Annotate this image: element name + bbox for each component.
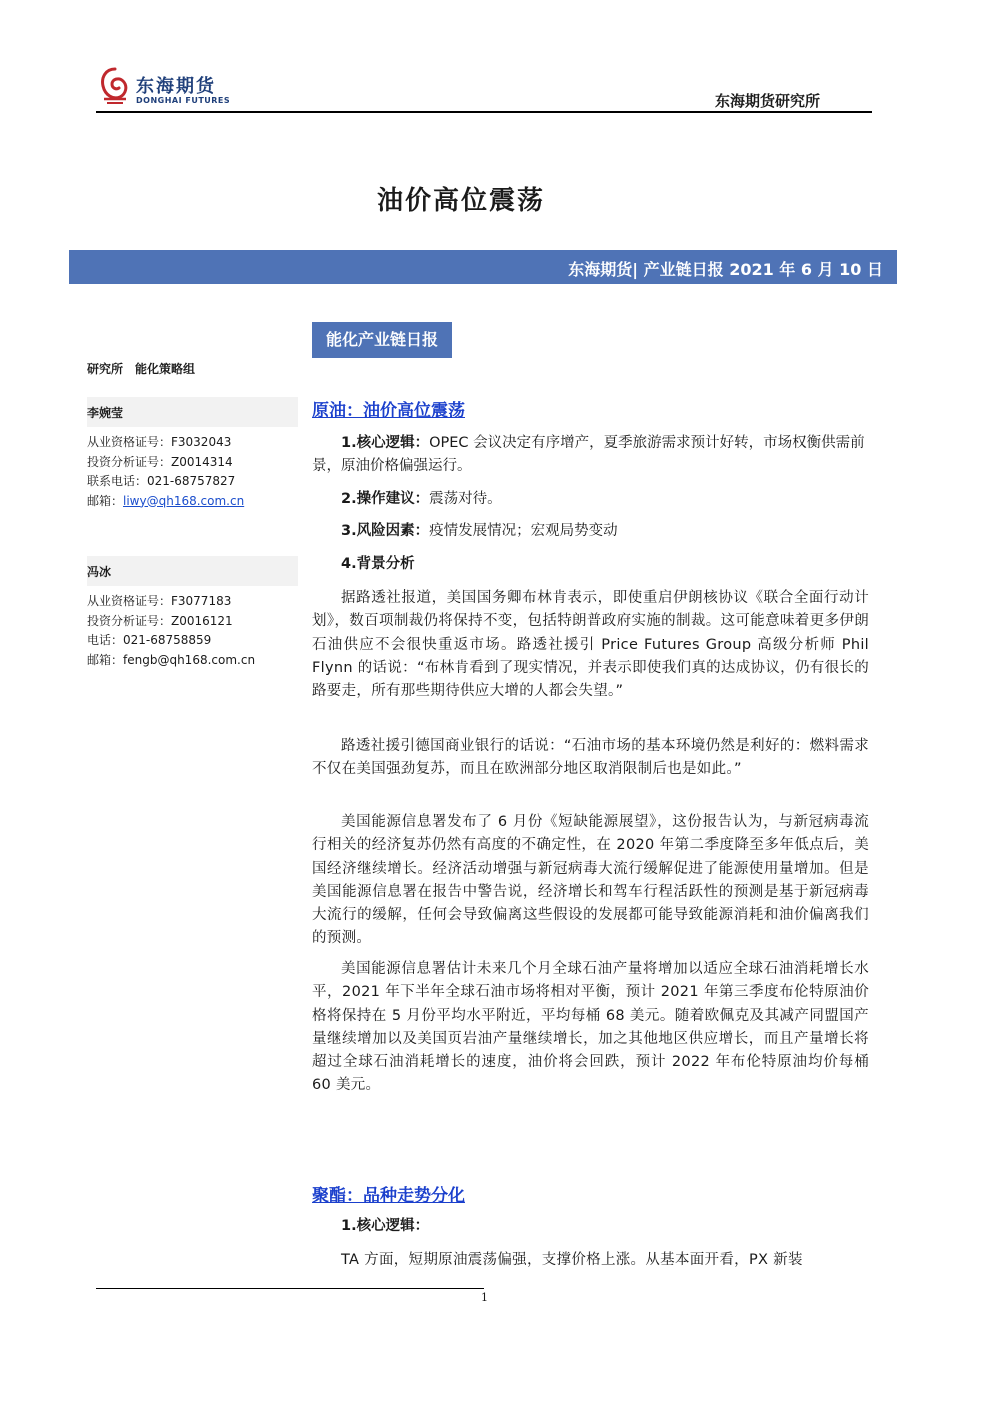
analyst-contact: [87, 433, 298, 511]
phone-number: 电话：021-68758859: [87, 633, 212, 647]
logic-text: OPEC 会议决定有序增产，夏季旅游需求预计好转，市场权衡供需前景，原油价格偏强运行。: [312, 435, 865, 475]
polyester-heading[interactable]: 聚酯：品种走势分化: [312, 1186, 465, 1206]
analyst-name: 李婉莹: [87, 406, 124, 420]
page-number: 1: [481, 1291, 488, 1304]
risk-label: 3.风险因素：: [341, 523, 430, 539]
header-divider: [96, 111, 872, 113]
risk-text: 疫情发展情况；宏观局势变动: [429, 523, 618, 539]
email-label: 邮箱：: [87, 652, 124, 667]
research-team: 研究所 能化策略组: [87, 362, 196, 376]
analyst-name-box: [87, 556, 298, 586]
crude-heading[interactable]: 原油：油价高位震荡: [312, 401, 465, 421]
background-paragraph: 美国能源信息署发布了 6 月份《短缺能源展望》，这份报告认为，与新冠病毒流行相关的经济复苏仍然有高度的不确定性，在 2020 年第二季度降至多年低点后，美国经济继续增长。经济活动增强与新冠病毒大流行缓解促进了能源使用量增加。但是美国能源信息署在报告中警告说，经济增长和驾车行程活跃性的预测是基于新冠病毒大流行的缓解，任何会导致偏离这些假设的发展都可能导致能源消耗和油价偏离我们的预测。: [312, 814, 869, 947]
investment-analysis-number: 投资分析证号：Z0014314: [87, 454, 233, 469]
report-title: 油价高位震荡: [376, 186, 545, 216]
email-text: fengb@qh168.com.cn: [123, 652, 256, 667]
investment-analysis-number: 投资分析证号：Z0016121: [87, 613, 233, 628]
advice-text: 震荡对待。: [429, 491, 502, 507]
crude-logic: [312, 432, 869, 479]
section-tag: 能化产业链日报: [312, 322, 452, 358]
dragon-logo-icon: [98, 66, 132, 106]
crude-advice: [312, 488, 869, 511]
email-line: [87, 651, 298, 671]
background-paragraph: 美国能源信息署估计未来几个月全球石油产量将增加以适应全球石油消耗增长水平，2021 年下半年全球石油市场将相对平衡，预计 2021 年第三季度布伦特原油价格将保持在 5 月份平均水平附近，平均每桶 68 美元。随着欧佩克及其减产同盟国产量继续增加以及美国页岩油产量继续增长，加之其他地区供应增长，而且产量增长将超过全球石油消耗增长的速度，油价将会回跌，预计 2022 年布伦特原油均价每桶 60 美元。: [312, 961, 869, 1094]
header-institute: 东海期货研究所: [714, 92, 820, 110]
advice-label: 2.操作建议：: [341, 491, 430, 507]
company-logo: [98, 66, 238, 110]
analyst-name: 冯冰: [87, 565, 112, 579]
report-banner: [69, 250, 897, 284]
email-link[interactable]: liwy@qh168.com.cn: [123, 493, 245, 508]
polyester-logic-label: 1.核心逻辑：: [341, 1218, 430, 1234]
background-paragraph: 路透社援引德国商业银行的话说：“石油市场的基本环境仍然是利好的：燃料需求不仅在美国强劲复苏，而且在欧洲部分地区取消限制后也是如此。”: [312, 738, 869, 778]
email-line: [87, 492, 298, 512]
footer-divider: [96, 1288, 484, 1289]
logo-chinese-name: 东海期货: [136, 76, 216, 97]
banner-text: 东海期货| 产业链日报 2021 年 6 月 10 日: [568, 260, 883, 279]
logo-english-name: DONGHAI FUTURES: [136, 96, 231, 105]
logic-label: 1.核心逻辑：: [341, 435, 430, 451]
analyst-name-box: [87, 397, 298, 427]
phone-number: 联系电话：021-68757827: [87, 474, 236, 488]
qualification-number: 从业资格证号：F3032043: [87, 435, 232, 449]
crude-background-label: 4.背景分析: [341, 556, 415, 572]
analyst-contact: [87, 592, 298, 670]
qualification-number: 从业资格证号：F3077183: [87, 594, 232, 608]
background-paragraph: 据路透社报道，美国国务卿布林肯表示，即使重启伊朗核协议《联合全面行动计划》，数百项制裁仍将保持不变，包括特朗普政府实施的制裁。这可能意味着更多伊朗石油供应不会很快重返市场。路透社援引 Price Futures Group 高级分析师 Phil Flynn 的话说：“布林肯看到了现实情况，并表示即使我们真的达成协议，仍有很长的路要走，所有那些期待供应大增的人都会失望。”: [312, 590, 869, 700]
crude-risk: [312, 520, 869, 543]
email-label: 邮箱：: [87, 493, 124, 508]
polyester-paragraph: TA 方面，短期原油震荡偏强，支撑价格上涨。从基本面开看，PX 新装: [341, 1252, 803, 1268]
